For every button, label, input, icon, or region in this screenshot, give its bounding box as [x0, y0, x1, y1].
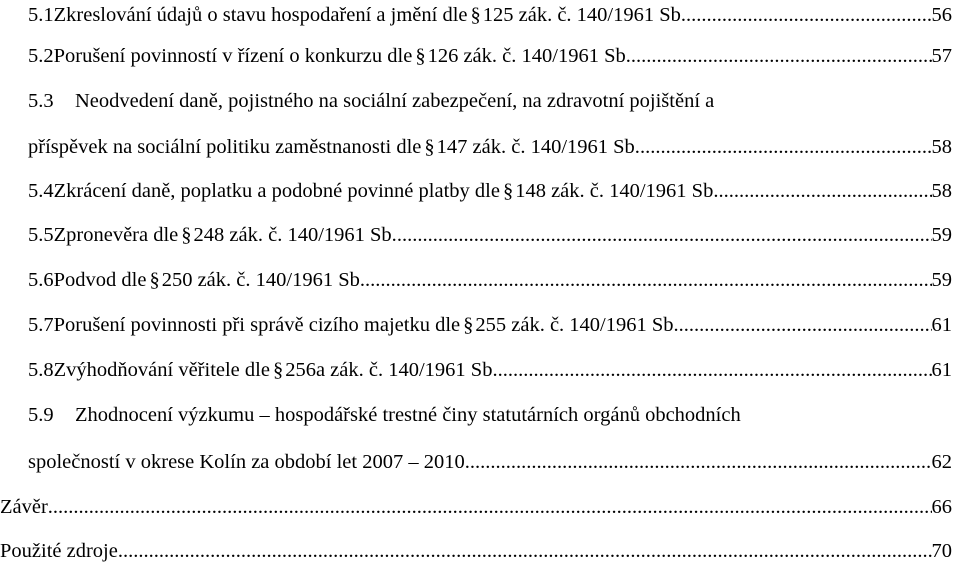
toc-entry-title: Porušení povinností v řízení o konkurzu dle [53, 45, 413, 67]
dot-leader [118, 539, 932, 563]
toc-entry-page: 62 [931, 451, 952, 473]
toc-entry-ref: 147 zák. č. 140/1961 Sb. [436, 136, 640, 158]
toc-entry-title: Závěr [0, 496, 48, 518]
toc-entry-title: Zkrácení daně, poplatku a podobné povinné platby dle [53, 180, 500, 202]
dot-leader [498, 358, 932, 382]
toc-entry-title: Podvod dle [53, 269, 147, 291]
dot-leader [686, 3, 931, 27]
toc-entry-5-6[interactable] [28, 268, 952, 292]
toc-entry-5-5[interactable] [28, 223, 952, 247]
toc-entry-title: Zkreslování údajů o stavu hospodaření a jmění dle [53, 4, 468, 26]
section-sign: § [424, 136, 435, 158]
toc-entry-5-1[interactable] [28, 3, 952, 27]
toc-entry-ref: 255 zák. č. 140/1961 Sb. [475, 314, 679, 336]
toc-entry-title: Porušení povinnosti při správě cizího majetku dle [53, 314, 461, 336]
toc-entry-5-3-continued[interactable] [28, 135, 952, 159]
toc-entry-page: 57 [931, 45, 952, 67]
toc-entry-zaver[interactable] [0, 495, 952, 519]
toc-entry-page: 66 [931, 496, 952, 518]
toc-entry-page: 70 [931, 540, 952, 562]
section-sign: § [415, 45, 426, 67]
toc-entry-5-8[interactable] [28, 358, 952, 382]
section-sign: § [463, 314, 474, 336]
toc-entry-page: 58 [931, 180, 952, 202]
toc-entry-number: 5.5 [28, 224, 54, 246]
dot-leader [397, 223, 932, 247]
toc-entry-5-9-continued[interactable] [28, 450, 952, 474]
dot-leader [718, 179, 931, 203]
dot-leader [631, 44, 932, 68]
toc-entry-ref: 256a zák. č. 140/1961 Sb. [285, 359, 498, 381]
toc-entry-ref: 126 zák. č. 140/1961 Sb. [427, 45, 631, 67]
dot-leader [365, 268, 932, 292]
toc-entry-5-9[interactable] [28, 403, 952, 427]
toc-entry-number: 5.3 [28, 90, 54, 112]
toc-entry-5-3[interactable] [28, 89, 952, 113]
section-sign: § [502, 180, 514, 202]
toc-entry-5-7[interactable] [28, 313, 952, 337]
toc-entry-page: 61 [931, 359, 952, 381]
section-sign: § [181, 224, 192, 246]
dot-leader [465, 450, 932, 474]
section-sign: § [272, 359, 284, 381]
toc-entry-page: 58 [931, 136, 952, 158]
toc-entry-title: Použité zdroje [0, 540, 118, 562]
toc-entry-ref: 248 zák. č. 140/1961 Sb. [193, 224, 397, 246]
toc-entry-5-2[interactable] [28, 44, 952, 68]
toc-entry-title: Zhodnocení výzkumu – hospodářské trestné činy statutárních orgánů obchodních [75, 404, 741, 426]
toc-entry-page: 56 [931, 4, 952, 26]
toc-entry-title: Zpronevěra dle [53, 224, 179, 246]
toc-entry-title-continued: příspěvek na sociální politiku zaměstnanosti dle [28, 136, 422, 158]
toc-entry-title: Neodvedení daně, pojistného na sociální zabezpečení, na zdravotní pojištění a [75, 90, 715, 112]
toc-entry-number: 5.2 [28, 45, 54, 67]
toc-entry-title: Zvýhodňování věřitele dle [53, 359, 270, 381]
section-sign: § [470, 4, 481, 26]
toc-entry-number: 5.7 [28, 314, 54, 336]
toc-entry-number: 5.6 [28, 269, 54, 291]
toc-entry-page: 61 [931, 314, 952, 336]
toc-entry-number: 5.4 [28, 180, 54, 202]
toc-entry-page: 59 [931, 269, 952, 291]
toc-entry-5-4[interactable] [28, 179, 952, 203]
section-sign: § [149, 269, 160, 291]
toc-entry-page: 59 [931, 224, 952, 246]
toc-entry-title-continued: společností v okrese Kolín za období let 2007 – 2010 [28, 451, 465, 473]
toc-entry-ref: 125 zák. č. 140/1961 Sb. [482, 4, 687, 26]
toc-entry-number: 5.9 [28, 404, 54, 426]
dot-leader [640, 135, 932, 159]
toc-entry-number: 5.1 [28, 4, 54, 26]
toc-entry-ref: 250 zák. č. 140/1961 Sb. [161, 269, 365, 291]
dot-leader [48, 495, 932, 519]
toc-entry-pouzite-zdroje[interactable] [0, 539, 952, 563]
toc-entry-ref: 148 zák. č. 140/1961 Sb. [515, 180, 719, 202]
dot-leader [679, 313, 932, 337]
toc-entry-number: 5.8 [28, 359, 54, 381]
